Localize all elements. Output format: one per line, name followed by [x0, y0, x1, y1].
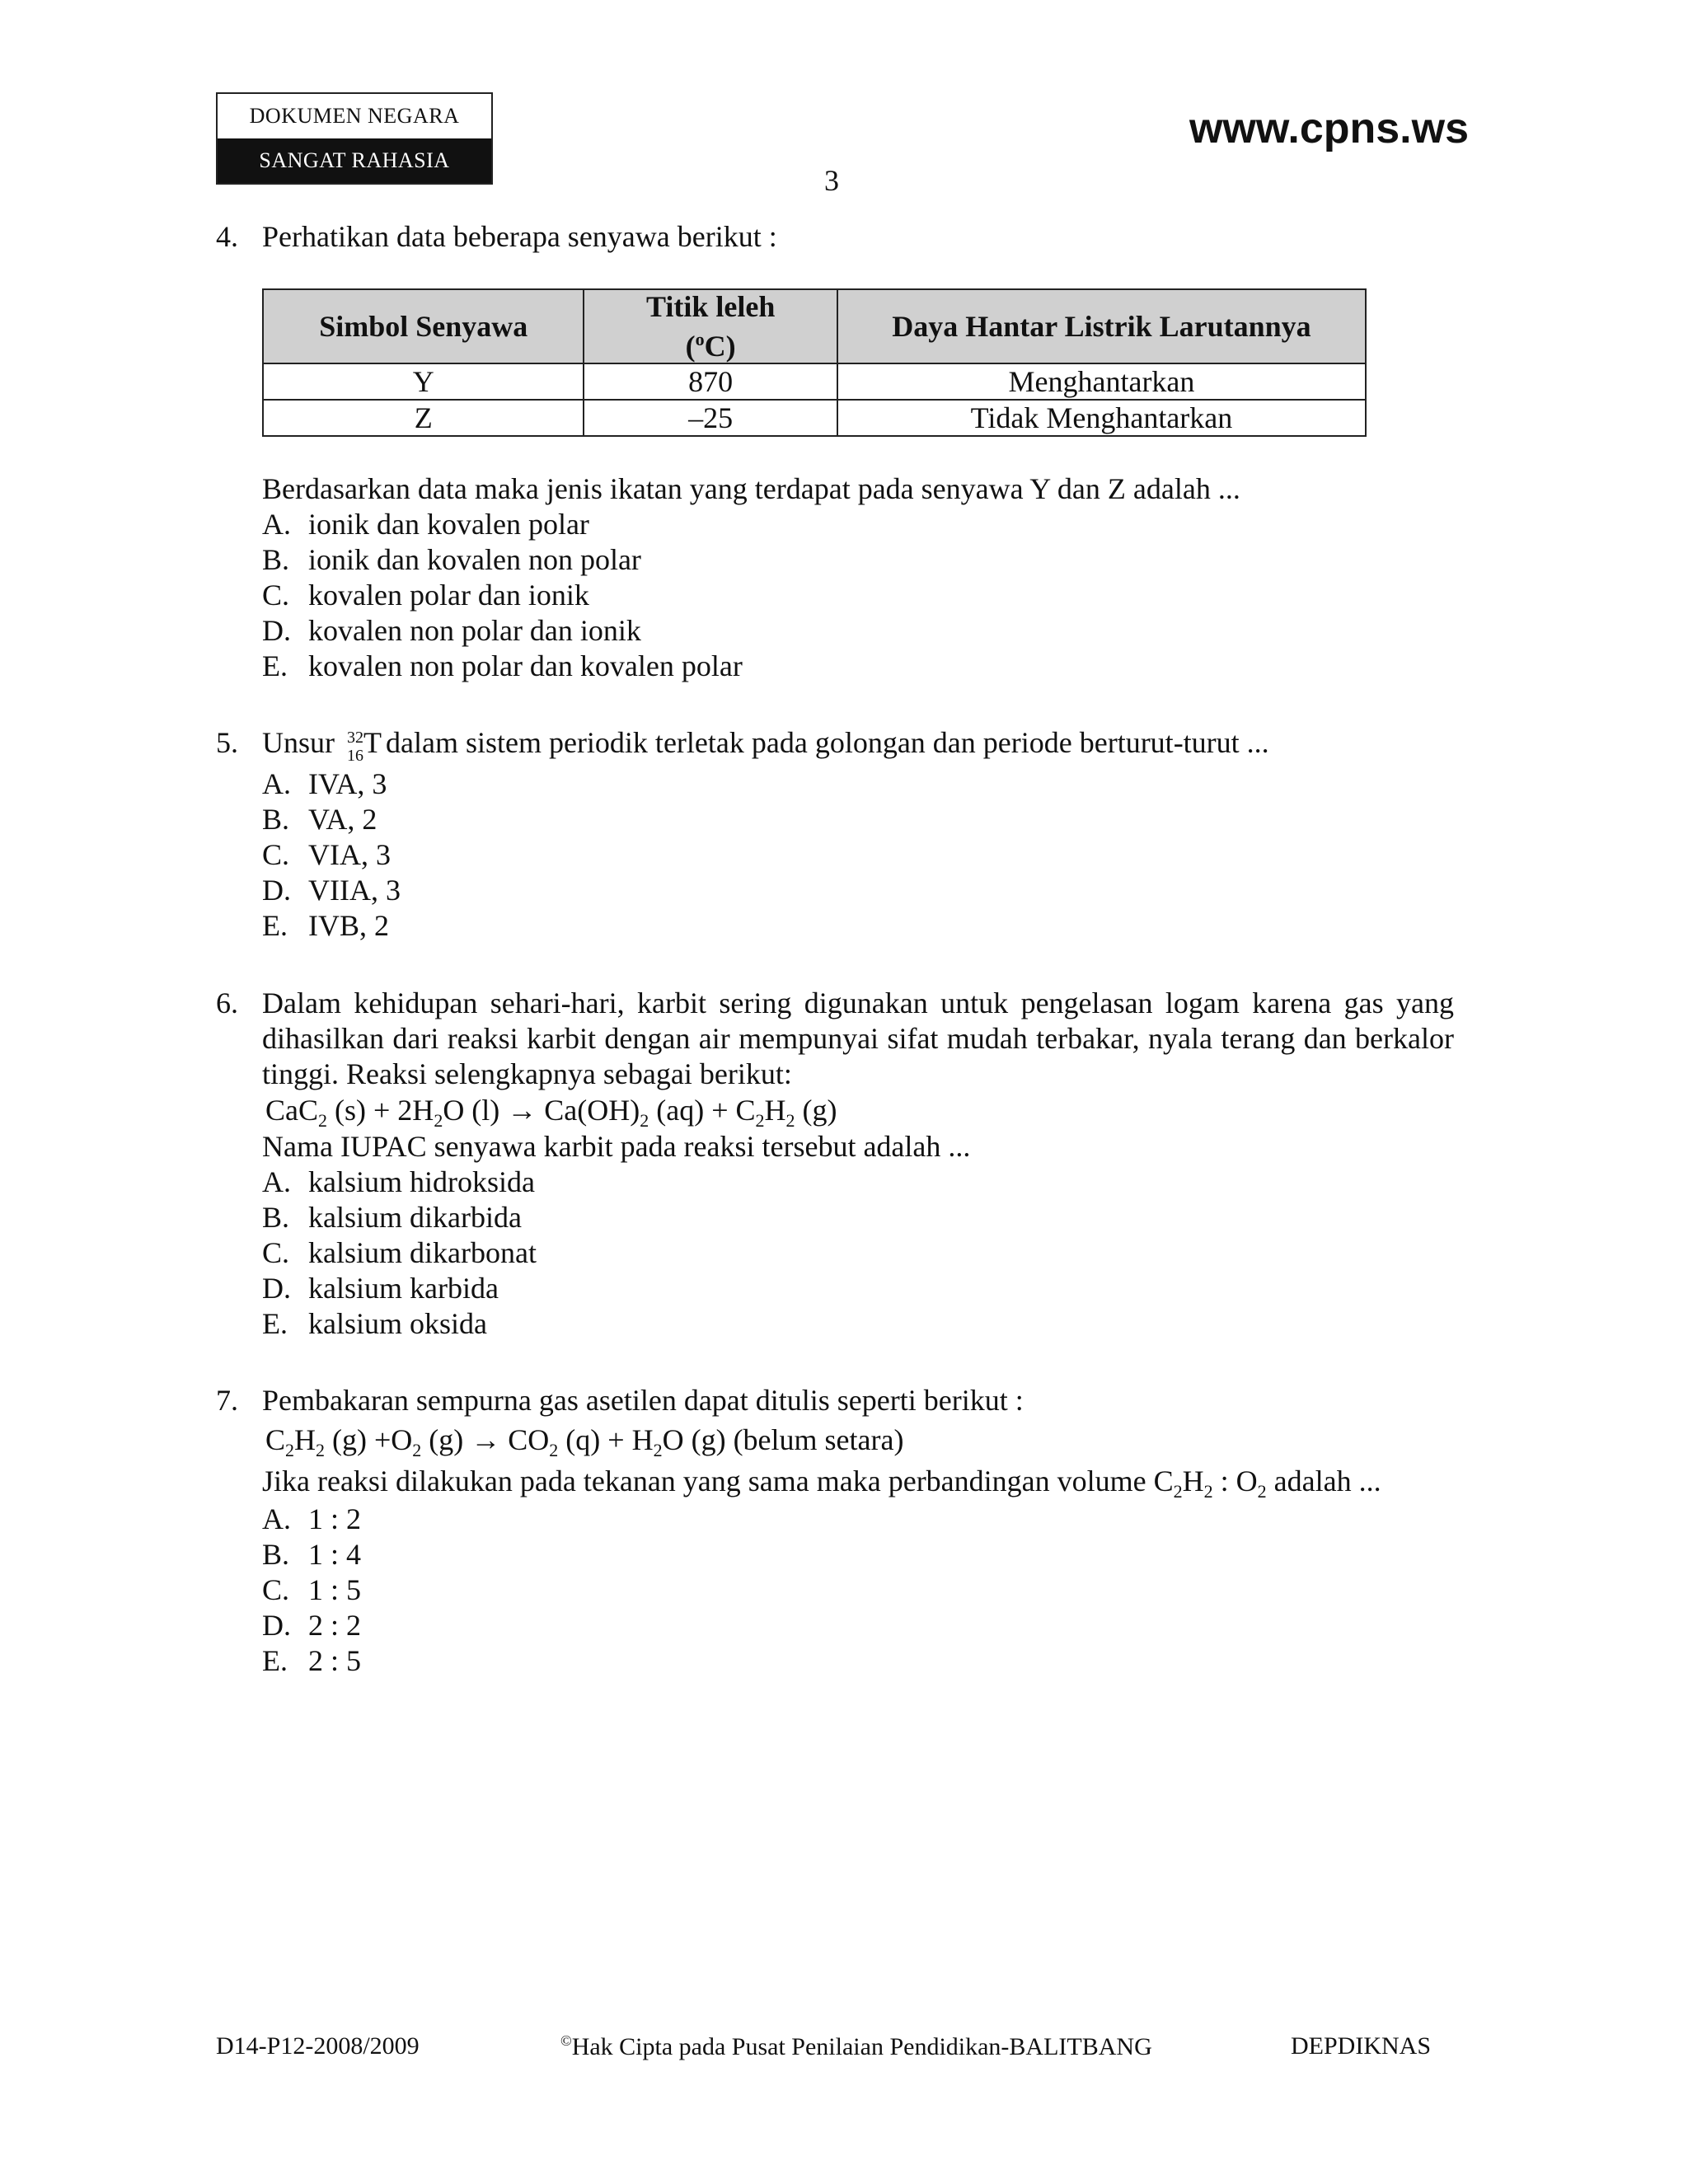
option-letter: C. [262, 838, 290, 871]
q7-equation: $C_2H_2$ $(g) +O_2$ $(g) \to CO_2$ $(q) + H_2O$ (g) (belum setara) [265, 1423, 904, 1461]
q5-suffix: dalam sistem periodik terletak pada golongan dan periode berturut-turut ... [386, 726, 1269, 759]
q5-prefix: Unsur [262, 726, 335, 759]
option-letter: E. [262, 909, 288, 942]
q7-question-suffix: adalah ... [1273, 1465, 1381, 1497]
option-item [262, 1271, 499, 1306]
table-cell: Tidak Menghantarkan [837, 400, 1366, 436]
option-letter: B. [262, 1201, 290, 1234]
table-cell: –25 [584, 400, 837, 436]
option-text: ionik dan kovalen polar [308, 508, 589, 541]
option-item [262, 1502, 361, 1537]
table-header-unit [584, 323, 836, 363]
option-letter: D. [262, 1609, 291, 1642]
option-text: ionik dan kovalen non polar [308, 543, 641, 576]
option-item [262, 1235, 537, 1271]
option-letter: A. [262, 767, 291, 800]
option-letter: D. [262, 614, 291, 647]
option-item [262, 542, 641, 578]
option-item [262, 766, 387, 802]
unit-open: ( [685, 330, 696, 363]
table-cell: Menghantarkan [837, 363, 1366, 400]
q5-prompt [262, 725, 1449, 765]
option-item [262, 507, 589, 542]
table-row [263, 363, 1366, 400]
option-letter: B. [262, 1538, 290, 1571]
element-symbol: T [363, 726, 382, 759]
option-letter: C. [262, 1236, 290, 1269]
option-letter: D. [262, 874, 291, 907]
option-text: kalsium oksida [308, 1307, 487, 1340]
q4-prompt: Perhatikan data beberapa senyawa berikut : [262, 220, 777, 253]
mass-number: 32 [347, 729, 363, 747]
doc-label-top: DOKUMEN NEGARA [249, 104, 460, 128]
option-item [262, 1200, 522, 1235]
option-text: kalsium hidroksida [308, 1165, 535, 1198]
table-row [263, 400, 1366, 436]
q4-number: 4. [216, 220, 238, 253]
option-text: IVA, 3 [308, 767, 387, 800]
doc-label-bottom: SANGAT RAHASIA [218, 138, 491, 183]
option-letter: C. [262, 1573, 290, 1606]
option-text: kalsium karbida [308, 1272, 499, 1305]
option-letter: A. [262, 1502, 291, 1535]
option-text: VA, 2 [308, 803, 377, 836]
table-header-label: Titik leleh [646, 290, 776, 323]
option-letter: D. [262, 1272, 291, 1305]
footer-org: DEPDIKNAS [1291, 2032, 1432, 2060]
q6-equation: CaC$_2$ $(s) + 2H_2O$ $(l) \to Ca(OH)_2$ $(aq) + C_2H_2$ (g) [265, 1094, 837, 1132]
unit-rest: C) [704, 330, 736, 363]
q7-question [262, 1464, 1449, 1509]
copyright-text: Hak Cipta pada Pusat Penilaian Pendidikan-BALITBANG [571, 2033, 1152, 2060]
q7-question-prefix: Jika reaksi dilakukan pada tekanan yang sama maka perbandingan volume [262, 1465, 1146, 1497]
table-header-row [263, 289, 1366, 363]
option-letter: E. [262, 1644, 288, 1677]
q7-number: 7. [216, 1384, 238, 1417]
degree-sup: o [695, 329, 705, 349]
q7-equation-note: (belum setara) [733, 1423, 904, 1456]
option-item [262, 908, 389, 944]
option-item [262, 1608, 361, 1643]
q5-number: 5. [216, 726, 238, 759]
atomic-number: 16 [347, 747, 363, 765]
option-text: kovalen polar dan ionik [308, 579, 589, 612]
table-cell: 870 [584, 363, 837, 400]
option-text: VIA, 3 [308, 838, 391, 871]
option-item [262, 1572, 361, 1608]
option-text: 1 : 4 [308, 1538, 362, 1571]
option-item [262, 837, 391, 873]
option-letter: B. [262, 543, 290, 576]
q4-question: Berdasarkan data maka jenis ikatan yang terdapat pada senyawa Y dan Z adalah ... [262, 472, 1240, 505]
option-text: kovalen non polar dan kovalen polar [308, 649, 743, 682]
nuclide-notation [342, 725, 382, 765]
option-text: 2 : 2 [308, 1609, 362, 1642]
option-letter: B. [262, 803, 290, 836]
page-number: 3 [824, 164, 839, 197]
option-item [262, 1643, 361, 1679]
option-item [262, 649, 743, 684]
option-letter: E. [262, 1307, 288, 1340]
option-text: VIIA, 3 [308, 874, 401, 907]
q4-data-table [262, 288, 1367, 437]
option-letter: E. [262, 649, 288, 682]
option-item [262, 578, 589, 613]
classification-box [216, 92, 493, 185]
q6-number: 6. [216, 987, 238, 1019]
option-text: 1 : 5 [308, 1573, 362, 1606]
option-letter: A. [262, 1165, 291, 1198]
footer-copyright [560, 2032, 1152, 2061]
footer-code: D14-P12-2008/2009 [216, 2032, 420, 2060]
table-header-cell: Simbol Senyawa [263, 289, 584, 363]
option-item [262, 1537, 361, 1572]
table-cell: Z [263, 400, 584, 436]
option-text: kovalen non polar dan ionik [308, 614, 641, 647]
copyright-symbol: © [560, 2032, 572, 2049]
option-text: IVB, 2 [308, 909, 389, 942]
option-letter: A. [262, 508, 291, 541]
q7-volume-ratio: $C_2H_2$ : $O_2$ [1153, 1465, 1267, 1502]
option-item [262, 1306, 487, 1342]
table-cell: Y [263, 363, 584, 400]
option-item [262, 613, 641, 649]
q7-prompt: Pembakaran sempurna gas asetilen dapat ditulis seperti berikut : [262, 1384, 1024, 1417]
website-url: www.cpns.ws [1189, 105, 1469, 152]
option-text: 1 : 2 [308, 1502, 362, 1535]
option-text: 2 : 5 [308, 1644, 362, 1677]
option-item [262, 802, 377, 837]
option-text: kalsium dikarbida [308, 1201, 522, 1234]
option-item [262, 873, 401, 908]
q6-question: Nama IUPAC senyawa karbit pada reaksi tersebut adalah ... [262, 1130, 971, 1163]
q6-paragraph: Dalam kehidupan sehari-hari, karbit sering digunakan untuk pengelasan logam karena gas yang dihasilkan dari reaksi karbit dengan air mempunyai sifat mudah terbakar, nyala terang dan berkalor tinggi. Reaksi selengkapnya sebagai berikut: [262, 987, 1454, 1090]
option-item [262, 1165, 535, 1200]
option-text: kalsium dikarbonat [308, 1236, 537, 1269]
table-header-cell [584, 289, 837, 363]
table-header-cell: Daya Hantar Listrik Larutannya [837, 289, 1366, 363]
option-letter: C. [262, 579, 290, 612]
